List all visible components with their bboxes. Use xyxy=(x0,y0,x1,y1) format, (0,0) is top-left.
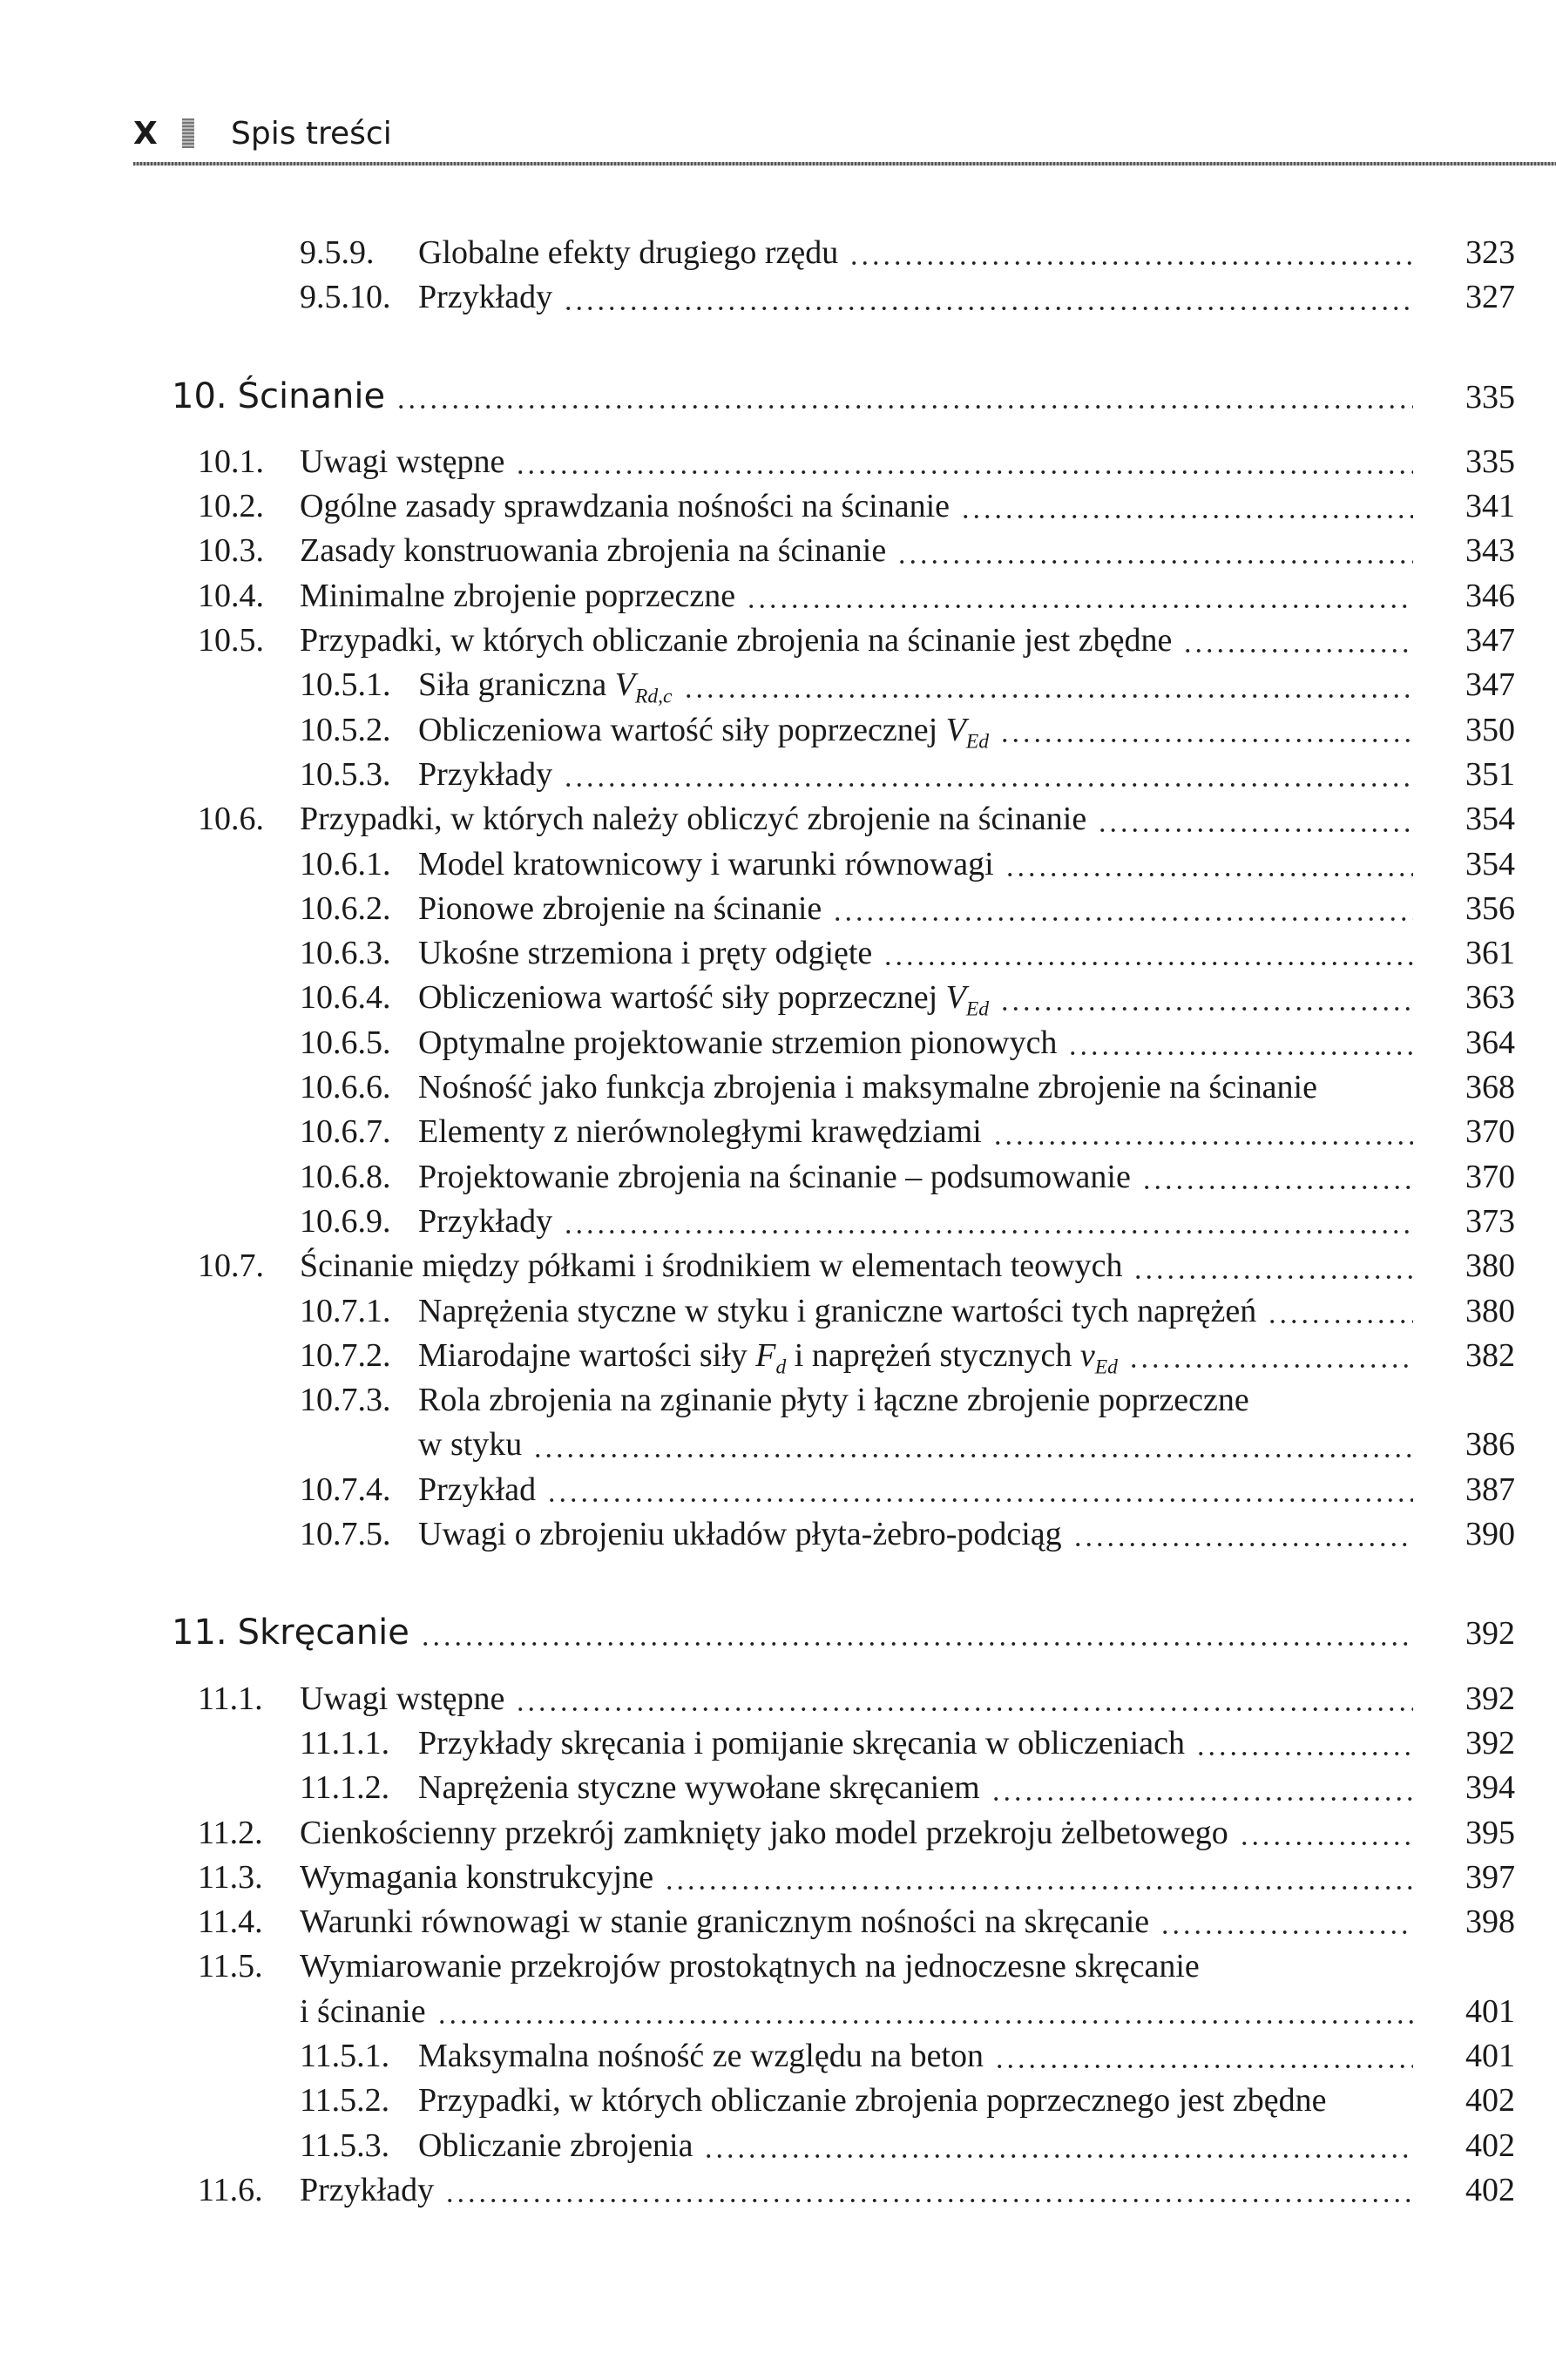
chapter-heading xyxy=(0,375,1556,419)
title-text: Ukośne strzemiona i pręty odgięte xyxy=(418,935,873,972)
dot-leader xyxy=(1328,1065,1413,1110)
page-number: 401 xyxy=(1465,2037,1515,2074)
entry-number: 10.5.1. xyxy=(300,666,391,704)
page-number: 354 xyxy=(1465,801,1515,838)
page-number: 390 xyxy=(1465,1516,1515,1553)
entry-title xyxy=(418,1200,552,1244)
header-rule xyxy=(133,162,1556,166)
title-text: Przypadki, w których obliczanie zbrojenia poprzecznego jest zbędne xyxy=(418,2082,1327,2120)
toc-entry xyxy=(0,1468,1556,1512)
entry-title xyxy=(300,2168,434,2213)
page-number: 392 xyxy=(1465,1680,1515,1717)
toc-entry xyxy=(0,2124,1556,2168)
entry-title xyxy=(418,1766,980,1810)
entry-number: 11.4. xyxy=(198,1903,263,1941)
entry-number: 11.5. xyxy=(198,1948,263,1985)
page-number: 327 xyxy=(1465,279,1515,316)
entry-title xyxy=(418,842,994,887)
entry-title xyxy=(418,1289,1256,1334)
toc-entry xyxy=(0,797,1556,842)
dot-leader xyxy=(849,231,1413,275)
math-subscript: Ed xyxy=(1094,1356,1118,1379)
entry-number: 11.5.1. xyxy=(300,2037,390,2074)
entry-title xyxy=(300,1900,1149,1944)
entry-title xyxy=(300,1677,504,1721)
dot-leader xyxy=(563,275,1413,320)
header-ornament-bar xyxy=(182,118,194,148)
entry-number: 11.1.2. xyxy=(300,1769,390,1807)
dot-leader xyxy=(546,1468,1413,1512)
dot-leader xyxy=(1267,1289,1413,1334)
toc-entry xyxy=(0,529,1556,573)
entry-number: 11.5.3. xyxy=(300,2126,390,2164)
entry-number: 10.7.3. xyxy=(300,1382,391,1419)
page-number: 370 xyxy=(1465,1113,1515,1151)
math-symbol xyxy=(945,711,990,754)
toc-entry xyxy=(0,1065,1556,1110)
dot-leader xyxy=(436,1990,1413,2034)
page-number: 350 xyxy=(1465,711,1515,748)
entry-title xyxy=(418,976,989,1020)
page-number: 354 xyxy=(1465,845,1515,882)
title-text: Ogólne zasady sprawdzania nośności na ścinanie xyxy=(300,488,951,525)
math-subscript: Ed xyxy=(965,730,990,754)
dot-leader xyxy=(1128,1334,1413,1378)
entry-number: 10.5. xyxy=(198,622,264,659)
title-text: Wymiarowanie przekrojów prostokątnych na jednoczesne skręcanie xyxy=(300,1948,1200,1985)
page-number: 346 xyxy=(1465,577,1515,614)
section-title: Spis treści xyxy=(231,115,392,152)
dot-leader xyxy=(999,976,1413,1020)
title-text: Przykłady xyxy=(418,279,553,316)
entry-title xyxy=(300,797,1086,842)
toc-entry xyxy=(0,663,1556,707)
title-text: Skręcanie xyxy=(237,1613,409,1653)
dot-leader xyxy=(1160,1900,1413,1944)
dot-leader xyxy=(1239,1811,1413,1856)
toc-entry xyxy=(0,1721,1556,1766)
dot-leader xyxy=(1210,1944,1413,1989)
math-base: v xyxy=(1079,1336,1095,1374)
page-number: 401 xyxy=(1465,1992,1515,2030)
page-number: 343 xyxy=(1465,532,1515,570)
title-text: Nośność jako funkcja zbrojenia i maksymalne zbrojenie na ścinanie xyxy=(418,1069,1317,1106)
title-text: Uwagi wstępne xyxy=(300,443,505,480)
dot-leader xyxy=(1141,1155,1413,1200)
title-text: Obliczeniowa wartość siły poprzecznej xyxy=(418,711,946,748)
entry-number: 10.5.2. xyxy=(300,711,391,748)
title-text: Globalne efekty drugiego rzędu xyxy=(418,234,839,271)
toc-entry xyxy=(0,275,1556,320)
entry-number: 10. xyxy=(172,375,227,416)
entry-title xyxy=(238,1611,409,1655)
dot-leader xyxy=(1182,619,1413,663)
title-text: Obliczanie zbrojenia xyxy=(418,2126,693,2164)
math-symbol xyxy=(614,666,673,708)
toc-entry xyxy=(0,1423,1556,1467)
entry-title xyxy=(418,2124,693,2168)
title-text: Naprężenia styczne wywołane skręcaniem xyxy=(418,1769,980,1807)
toc-entry xyxy=(0,1244,1556,1288)
entry-number: 10.6.3. xyxy=(300,935,391,972)
entry-title xyxy=(418,231,838,275)
math-base: F xyxy=(755,1336,776,1374)
toc-entry xyxy=(0,842,1556,887)
page-number: 397 xyxy=(1465,1858,1515,1896)
title-text: Pionowe zbrojenie na ścinanie xyxy=(418,889,822,927)
dot-leader xyxy=(883,931,1413,976)
page-number: 341 xyxy=(1465,488,1515,525)
toc-entry xyxy=(0,1110,1556,1154)
dot-leader xyxy=(664,1856,1413,1900)
page-number: 373 xyxy=(1465,1202,1515,1240)
page-number: 382 xyxy=(1465,1336,1515,1374)
dot-leader xyxy=(1195,1721,1413,1766)
page-number: 351 xyxy=(1465,755,1515,793)
title-text: Zasady konstruowania zbrojenia na ścinanie xyxy=(300,532,887,570)
entry-number: 10.1. xyxy=(198,443,264,480)
title-text: Przykłady skręcania i pomijanie skręcania w obliczeniach xyxy=(418,1724,1185,1761)
entry-title xyxy=(418,753,552,797)
page-number: 323 xyxy=(1465,234,1515,271)
entry-title xyxy=(418,1423,522,1467)
title-text: Projektowanie zbrojenia na ścinanie – podsumowanie xyxy=(418,1158,1131,1195)
dot-leader xyxy=(1072,1512,1413,1557)
running-header xyxy=(133,109,392,158)
page-number: 394 xyxy=(1465,1769,1515,1807)
entry-title xyxy=(238,375,385,419)
title-text: Ścinanie xyxy=(237,375,386,416)
title-text: Maksymalna nośność ze względu na beton xyxy=(418,2037,984,2074)
dot-leader xyxy=(563,753,1413,797)
page-number: 361 xyxy=(1465,935,1515,972)
toc-entry xyxy=(0,1289,1556,1334)
dot-leader xyxy=(396,375,1413,419)
entry-number: 9.5.9. xyxy=(300,234,375,271)
toc-entry xyxy=(0,1856,1556,1900)
math-subscript: d xyxy=(775,1356,787,1379)
page-number: 335 xyxy=(1465,443,1515,480)
toc-entry xyxy=(0,1944,1556,1989)
entry-title xyxy=(418,708,989,753)
entry-number: 10.7.4. xyxy=(300,1471,391,1508)
page-number: 392 xyxy=(1465,1724,1515,1761)
dot-leader xyxy=(832,887,1413,931)
entry-number: 10.7. xyxy=(198,1247,264,1285)
page-number: 395 xyxy=(1465,1814,1515,1851)
toc-entry xyxy=(0,1766,1556,1810)
toc-entry xyxy=(0,231,1556,275)
dot-leader xyxy=(515,1677,1413,1721)
dot-leader xyxy=(563,1200,1413,1244)
page-number: 370 xyxy=(1465,1158,1515,1195)
toc-entry xyxy=(0,931,1556,976)
toc-entry xyxy=(0,1200,1556,1244)
title-text: Przykłady xyxy=(418,755,553,793)
title-text: Rola zbrojenia na zginanie płyty i łączne zbrojenie poprzeczne xyxy=(418,1382,1249,1419)
entry-number: 10.6.2. xyxy=(300,889,391,927)
entry-number: 10.6.8. xyxy=(300,1158,391,1195)
toc-entry xyxy=(0,1378,1556,1423)
entry-title xyxy=(418,2079,1326,2123)
toc-entry xyxy=(0,1021,1556,1065)
entry-title xyxy=(300,574,735,619)
math-symbol xyxy=(945,979,990,1022)
entry-title xyxy=(300,1856,653,1900)
page-number: 387 xyxy=(1465,1471,1515,1508)
title-text: Przykłady xyxy=(300,2171,435,2208)
title-text: Minimalne zbrojenie poprzeczne xyxy=(300,577,736,614)
entry-number: 10.7.1. xyxy=(300,1292,391,1329)
title-text: Siła graniczna xyxy=(418,666,615,704)
toc-entry xyxy=(0,2168,1556,2213)
chapter-heading xyxy=(0,1611,1556,1655)
math-symbol xyxy=(755,1336,787,1379)
dot-leader xyxy=(992,1110,1413,1154)
entry-title xyxy=(418,1721,1185,1766)
entry-title xyxy=(418,1065,1317,1110)
entry-number: 11.6. xyxy=(198,2171,263,2208)
title-text: Przypadki, w których należy obliczyć zbrojenie na ścinanie xyxy=(300,801,1087,838)
dot-leader xyxy=(444,2168,1413,2213)
entry-title xyxy=(300,1990,426,2034)
page-number: 398 xyxy=(1465,1903,1515,1941)
toc-entry xyxy=(0,1155,1556,1200)
math-base: V xyxy=(945,711,966,748)
entry-number: 10.7.2. xyxy=(300,1336,391,1374)
toc-entry xyxy=(0,1900,1556,1944)
title-text: Optymalne projektowanie strzemion pionowych xyxy=(418,1024,1058,1061)
page-number: 392 xyxy=(1465,1615,1515,1653)
toc-entry xyxy=(0,440,1556,484)
entry-title xyxy=(418,887,822,931)
toc-entry xyxy=(0,753,1556,797)
toc-entry xyxy=(0,887,1556,931)
toc-entry xyxy=(0,1677,1556,1721)
entry-number: 10.7.5. xyxy=(300,1516,391,1553)
entry-number: 11.3. xyxy=(198,1858,263,1896)
title-text: w styku xyxy=(418,1426,523,1464)
math-symbol xyxy=(1079,1336,1118,1379)
title-text: Uwagi o zbrojeniu układów płyta-żebro-podciąg xyxy=(418,1516,1062,1553)
title-text: Obliczeniowa wartość siły poprzecznej xyxy=(418,979,946,1017)
page-number: 402 xyxy=(1465,2171,1515,2208)
math-subscript: Ed xyxy=(965,998,990,1022)
dot-leader xyxy=(746,574,1413,619)
entry-number: 11.5.2. xyxy=(300,2082,390,2120)
entry-number: 9.5.10. xyxy=(300,279,391,316)
toc-entry xyxy=(0,1811,1556,1856)
page-number: 386 xyxy=(1465,1426,1515,1464)
page-number: 368 xyxy=(1465,1069,1515,1106)
page-number: 335 xyxy=(1465,378,1515,416)
dot-leader xyxy=(515,440,1413,484)
entry-title xyxy=(418,1110,982,1154)
entry-number: 10.5.3. xyxy=(300,755,391,793)
title-text: Warunki równowagi w stanie granicznym nośności na skręcanie xyxy=(300,1903,1150,1941)
entry-title xyxy=(300,1244,1122,1288)
page-number: 356 xyxy=(1465,889,1515,927)
page-number: 402 xyxy=(1465,2082,1515,2120)
entry-title xyxy=(300,619,1172,663)
page-number: 380 xyxy=(1465,1247,1515,1285)
page-number: X xyxy=(133,115,158,152)
entry-number: 11. xyxy=(172,1613,227,1653)
math-base: V xyxy=(945,979,966,1017)
toc-entry xyxy=(0,1512,1556,1557)
entry-title xyxy=(300,529,886,573)
title-text: Przykłady xyxy=(418,1202,553,1240)
title-text: Przypadki, w których obliczanie zbrojenia na ścinanie jest zbędne xyxy=(300,622,1173,659)
toc-entry xyxy=(0,2079,1556,2123)
entry-title xyxy=(418,2034,984,2079)
title-text: Wymagania konstrukcyjne xyxy=(300,1858,654,1896)
title-text: Uwagi wstępne xyxy=(300,1680,505,1717)
toc-entry xyxy=(0,1990,1556,2034)
page-number: 347 xyxy=(1465,622,1515,659)
title-text: Przykład xyxy=(418,1471,537,1508)
entry-number: 10.3. xyxy=(198,532,264,570)
toc-entry xyxy=(0,708,1556,753)
dot-leader xyxy=(1005,842,1413,887)
dot-leader xyxy=(1133,1244,1413,1288)
entry-title xyxy=(300,440,504,484)
toc-entry xyxy=(0,2034,1556,2079)
toc-entry xyxy=(0,976,1556,1020)
dot-leader xyxy=(1067,1021,1413,1065)
dot-leader xyxy=(420,1611,1413,1655)
entry-number: 10.6.9. xyxy=(300,1202,391,1240)
entry-number: 10.6.1. xyxy=(300,845,391,882)
dot-leader xyxy=(703,2124,1413,2168)
entry-title xyxy=(418,1468,536,1512)
entry-number: 10.4. xyxy=(198,577,264,614)
entry-title xyxy=(418,1334,1118,1378)
dot-leader xyxy=(999,708,1413,753)
entry-number: 10.6.4. xyxy=(300,979,391,1017)
toc-entry xyxy=(0,619,1556,663)
table-of-contents xyxy=(0,231,1556,2213)
title-text: i naprężeń stycznych xyxy=(786,1336,1080,1374)
dot-leader xyxy=(532,1423,1413,1467)
title-text: Ścinanie między półkami i środnikiem w elementach teowych xyxy=(300,1247,1123,1285)
dot-leader xyxy=(960,484,1413,529)
entry-title xyxy=(418,663,673,707)
math-base: V xyxy=(614,666,636,704)
entry-number: 11.1. xyxy=(198,1680,263,1717)
title-text: Naprężenia styczne w styku i graniczne wartości tych naprężeń xyxy=(418,1292,1257,1329)
title-text: i ścinanie xyxy=(300,1992,426,2030)
toc-entry xyxy=(0,484,1556,529)
title-text: Miarodajne wartości siły xyxy=(418,1336,756,1374)
page-number: 380 xyxy=(1465,1292,1515,1329)
page-number: 402 xyxy=(1465,2126,1515,2164)
title-text: Cienkościenny przekrój zamknięty jako model przekroju żelbetowego xyxy=(300,1814,1228,1851)
entry-number: 11.2. xyxy=(198,1814,263,1851)
entry-number: 10.6.7. xyxy=(300,1113,391,1151)
entry-number: 10.6.6. xyxy=(300,1069,391,1106)
dot-leader xyxy=(991,1766,1413,1810)
entry-title xyxy=(300,1811,1228,1856)
entry-number: 10.6. xyxy=(198,801,264,838)
dot-leader xyxy=(994,2034,1413,2079)
page-number: 363 xyxy=(1465,979,1515,1017)
entry-title xyxy=(418,1021,1057,1065)
dot-leader xyxy=(683,663,1413,707)
entry-title xyxy=(418,1155,1131,1200)
dot-leader xyxy=(1097,797,1413,842)
entry-title xyxy=(300,1944,1200,1989)
entry-number: 11.1.1. xyxy=(300,1724,390,1761)
title-text: Model kratownicowy i warunki równowagi xyxy=(418,845,994,882)
entry-number: 10.2. xyxy=(198,488,264,525)
dot-leader xyxy=(896,529,1413,573)
entry-title xyxy=(418,1378,1249,1423)
entry-title xyxy=(418,1512,1062,1557)
entry-title xyxy=(418,275,552,320)
toc-entry xyxy=(0,574,1556,619)
entry-title xyxy=(300,484,950,529)
entry-number: 10.6.5. xyxy=(300,1024,391,1061)
math-subscript: Rd,c xyxy=(635,685,673,708)
entry-title xyxy=(418,931,872,976)
title-text: Elementy z nierównoległymi krawędziami xyxy=(418,1113,982,1151)
dot-leader xyxy=(1260,1378,1413,1423)
page-number: 364 xyxy=(1465,1024,1515,1061)
dot-leader xyxy=(1336,2079,1413,2123)
toc-entry xyxy=(0,1334,1556,1378)
page-number: 347 xyxy=(1465,666,1515,704)
